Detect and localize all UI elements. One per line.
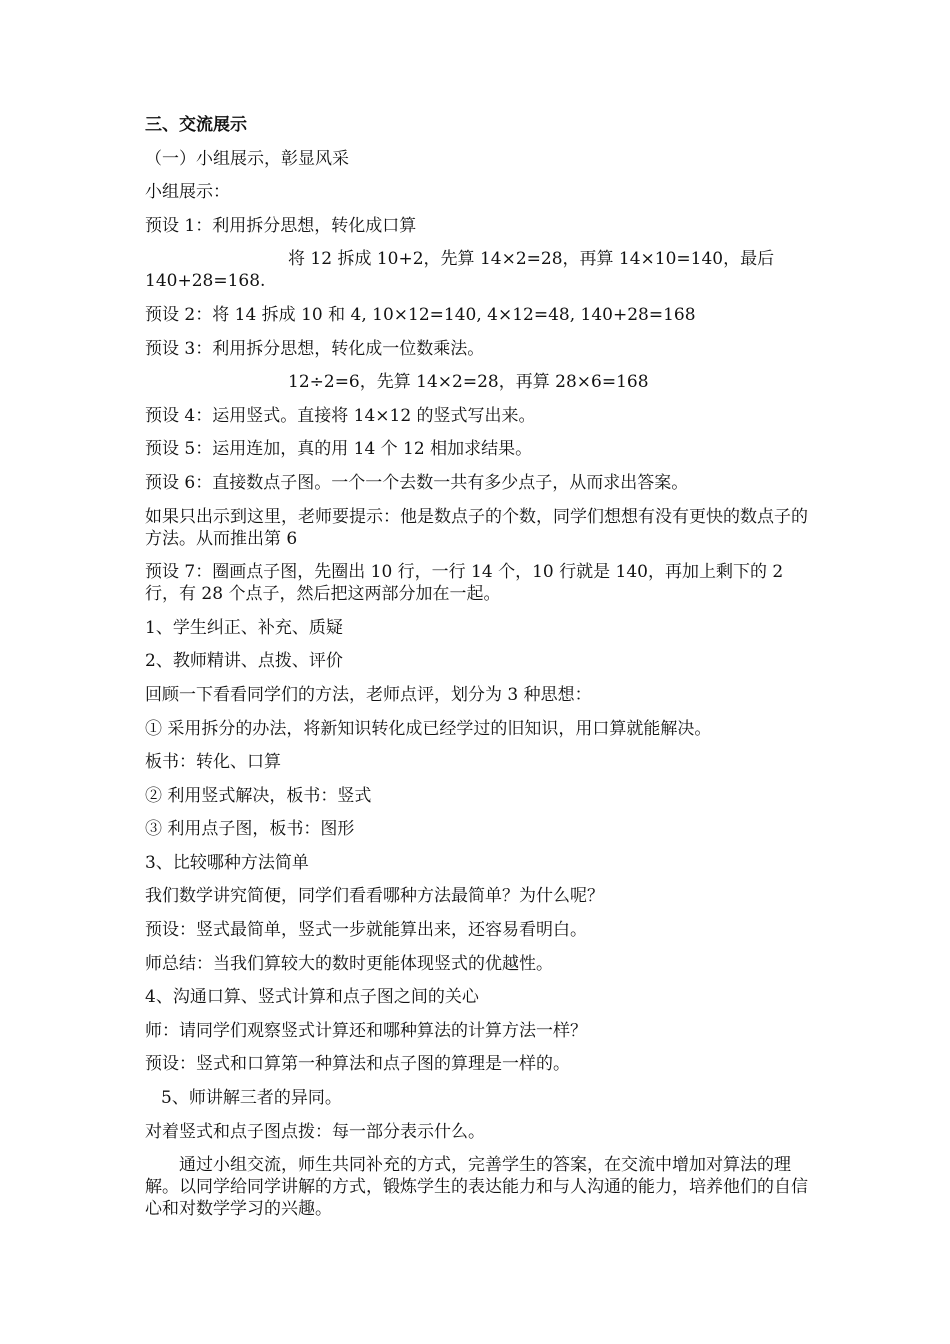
subsection-title: （一）小组展示，彰显风采 [145,148,349,169]
preset-3: 预设 3：利用拆分思想，转化成一位数乘法。 [145,338,485,359]
text-line: 回顾一下看看同学们的方法，老师点评，划分为 3 种思想： [145,684,592,705]
list-item: 4、沟通口算、竖式计算和点子图之间的关心 [145,987,479,1008]
text-line: 师总结：当我们算较大的数时更能体现竖式的优越性。 [145,953,553,974]
formula-line: 将 12 拆成 10+2，先算 14×2=28，再算 14×10=140，最后 140+28=168. [145,249,775,292]
board-note: 板书：转化、口算 [145,752,281,773]
method-2: ② 利用竖式解决，板书：竖式 [145,785,372,806]
teacher-hint: 如果只出示到这里，老师要提示：他是数点子的个数，同学们想想有没有更快的数点子的方法。从而推出第 6 [145,506,808,549]
text-line: 对着竖式和点子图点拨：每一部分表示什么。 [145,1121,485,1142]
text-line: 预设：竖式和口算第一种算法和点子图的算理是一样的。 [145,1054,570,1075]
summary-paragraph: 通过小组交流，师生共同补充的方式，完善学生的答案，在交流中增加对算法的理解。以同学给同学讲解的方式，锻炼学生的表达能力和与人沟通的能力，培养他们的自信心和对数学学习的兴趣。 [145,1155,808,1220]
text-line: 预设：竖式最简单，竖式一步就能算出来，还容易看明白。 [145,920,587,941]
list-item: 2、教师精讲、点拨、评价 [145,651,343,672]
method-1: ① 采用拆分的办法，将新知识转化成已经学过的旧知识，用口算就能解决。 [145,718,712,739]
preset-2: 预设 2：将 14 拆成 10 和 4, 10×12=140, 4×12=48, 140+28=168 [145,304,696,325]
list-item: 1、学生纠正、补充、质疑 [145,617,343,638]
section-heading: 三、交流展示 [145,115,247,135]
preset-5: 预设 5：运用连加，真的用 14 个 12 相加求结果。 [145,439,533,460]
preset-1: 预设 1：利用拆分思想，转化成口算 [145,215,417,236]
text-line: 小组展示： [145,182,230,203]
method-3: ③ 利用点子图，板书：图形 [145,819,355,840]
text-line: 我们数学讲究简便，同学们看看哪种方法最简单？为什么呢？ [145,886,604,907]
preset-7: 预设 7：圈画点子图，先圈出 10 行，一行 14 个，10 行就是 140，再加上剩下的 2 行，有 28 个点子，然后把这两部分加在一起。 [145,562,784,605]
list-item: 5、师讲解三者的异同。 [161,1088,342,1109]
text-line: 师：请同学们观察竖式计算还和哪种算法的计算方法一样？ [145,1020,587,1041]
document-body [145,114,810,1232]
list-item: 3、比较哪种方法简单 [145,852,309,873]
formula-line: 12÷2=6，先算 14×2=28，再算 28×6=168 [288,372,649,393]
preset-4: 预设 4：运用竖式。直接将 14×12 的竖式写出来。 [145,405,536,426]
preset-6: 预设 6：直接数点子图。一个一个去数一共有多少点子，从而求出答案。 [145,472,689,493]
